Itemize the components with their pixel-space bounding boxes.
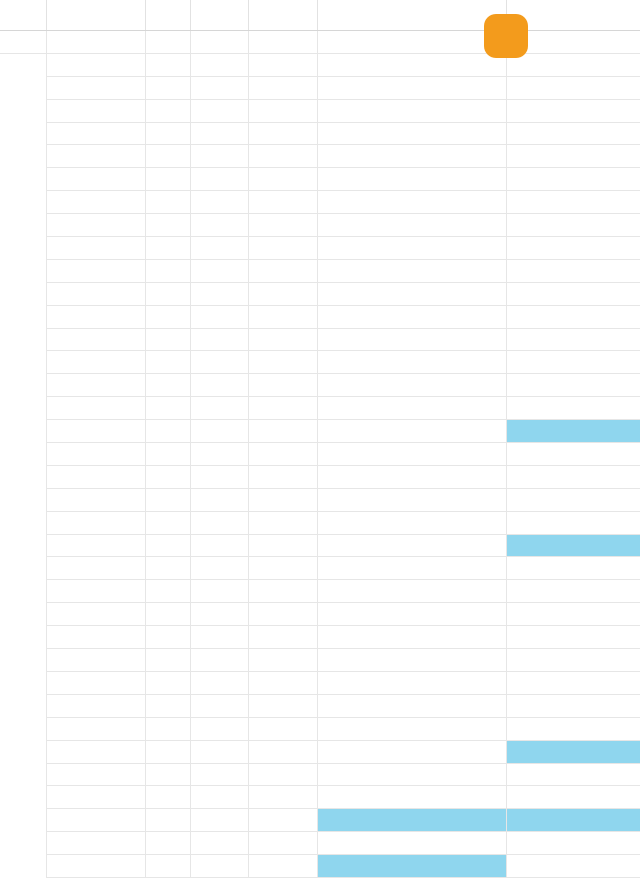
name-cell — [46, 76, 145, 99]
name-cell — [46, 740, 145, 763]
condition-cell — [190, 832, 248, 855]
table-row — [0, 534, 640, 557]
header-condition — [190, 0, 248, 31]
reward-cell — [317, 649, 506, 672]
condition-cell — [190, 443, 248, 466]
note-cell — [506, 191, 640, 214]
note-cell — [506, 763, 640, 786]
condition-cell — [190, 351, 248, 374]
condition-cell — [190, 420, 248, 443]
condition-cell — [190, 99, 248, 122]
table-row — [0, 557, 640, 580]
age-cell — [145, 328, 190, 351]
header-prefix — [0, 0, 46, 31]
condition-cell — [190, 305, 248, 328]
name-cell — [46, 534, 145, 557]
condition-cell — [190, 122, 248, 145]
condition-cell — [190, 671, 248, 694]
prefix-cell — [0, 31, 46, 54]
name-cell — [46, 351, 145, 374]
note-cell — [506, 237, 640, 260]
reward-cell — [317, 717, 506, 740]
name-cell — [46, 259, 145, 282]
type-cell — [248, 649, 317, 672]
prefix-cell — [0, 580, 46, 878]
note-cell — [506, 557, 640, 580]
table-row — [0, 740, 640, 763]
note-cell — [506, 786, 640, 809]
note-cell — [506, 305, 640, 328]
age-cell — [145, 305, 190, 328]
table-row — [0, 717, 640, 740]
name-cell — [46, 855, 145, 878]
type-cell — [248, 214, 317, 237]
note-cell — [506, 145, 640, 168]
type-cell — [248, 763, 317, 786]
table-row — [0, 694, 640, 717]
condition-cell — [190, 282, 248, 305]
type-cell — [248, 31, 317, 54]
type-cell — [248, 259, 317, 282]
name-cell — [46, 763, 145, 786]
header-type — [248, 0, 317, 31]
reward-cell — [317, 694, 506, 717]
condition-cell — [190, 145, 248, 168]
age-cell — [145, 76, 190, 99]
type-cell — [248, 191, 317, 214]
table-row — [0, 763, 640, 786]
name-cell — [46, 603, 145, 626]
condition-cell — [190, 191, 248, 214]
type-cell — [248, 717, 317, 740]
reward-cell — [317, 855, 506, 878]
table-row — [0, 328, 640, 351]
age-cell — [145, 214, 190, 237]
name-cell — [46, 694, 145, 717]
table-row — [0, 99, 640, 122]
type-cell — [248, 511, 317, 534]
header-name — [46, 0, 145, 31]
table-row — [0, 671, 640, 694]
reward-cell — [317, 31, 506, 54]
type-cell — [248, 99, 317, 122]
name-cell — [46, 580, 145, 603]
logo-icon — [484, 14, 528, 58]
reward-cell — [317, 534, 506, 557]
table-row — [0, 420, 640, 443]
note-cell — [506, 855, 640, 878]
reward-cell — [317, 259, 506, 282]
type-cell — [248, 740, 317, 763]
age-cell — [145, 534, 190, 557]
age-cell — [145, 671, 190, 694]
name-cell — [46, 145, 145, 168]
note-cell — [506, 122, 640, 145]
name-cell — [46, 282, 145, 305]
table-row — [0, 191, 640, 214]
note-cell — [506, 717, 640, 740]
condition-cell — [190, 374, 248, 397]
table-row — [0, 374, 640, 397]
type-cell — [248, 168, 317, 191]
table-row — [0, 237, 640, 260]
type-cell — [248, 397, 317, 420]
reward-cell — [317, 122, 506, 145]
note-cell — [506, 397, 640, 420]
table-row — [0, 832, 640, 855]
note-cell — [506, 465, 640, 488]
type-cell — [248, 534, 317, 557]
type-cell — [248, 557, 317, 580]
age-cell — [145, 511, 190, 534]
reward-cell — [317, 580, 506, 603]
prefix-cell — [0, 53, 46, 579]
type-cell — [248, 282, 317, 305]
note-cell — [506, 534, 640, 557]
name-cell — [46, 328, 145, 351]
condition-cell — [190, 809, 248, 832]
type-cell — [248, 351, 317, 374]
note-cell — [506, 168, 640, 191]
table-row — [0, 626, 640, 649]
reward-cell — [317, 374, 506, 397]
reward-cell — [317, 763, 506, 786]
name-cell — [46, 168, 145, 191]
name-cell — [46, 191, 145, 214]
table-row — [0, 465, 640, 488]
name-cell — [46, 671, 145, 694]
name-cell — [46, 626, 145, 649]
table-row — [0, 649, 640, 672]
age-cell — [145, 443, 190, 466]
type-cell — [248, 328, 317, 351]
table-row — [0, 282, 640, 305]
age-cell — [145, 191, 190, 214]
age-cell — [145, 717, 190, 740]
reward-cell — [317, 557, 506, 580]
age-cell — [145, 31, 190, 54]
type-cell — [248, 786, 317, 809]
table-row — [0, 397, 640, 420]
condition-cell — [190, 694, 248, 717]
name-cell — [46, 511, 145, 534]
reward-cell — [317, 305, 506, 328]
table-row — [0, 488, 640, 511]
name-cell — [46, 99, 145, 122]
type-cell — [248, 694, 317, 717]
condition-cell — [190, 168, 248, 191]
age-cell — [145, 855, 190, 878]
type-cell — [248, 626, 317, 649]
type-cell — [248, 603, 317, 626]
table-row — [0, 351, 640, 374]
reward-cell — [317, 443, 506, 466]
condition-cell — [190, 53, 248, 76]
name-cell — [46, 649, 145, 672]
name-cell — [46, 397, 145, 420]
age-cell — [145, 832, 190, 855]
type-cell — [248, 580, 317, 603]
type-cell — [248, 420, 317, 443]
table-row — [0, 443, 640, 466]
name-cell — [46, 443, 145, 466]
reward-cell — [317, 145, 506, 168]
type-cell — [248, 145, 317, 168]
condition-cell — [190, 534, 248, 557]
note-cell — [506, 443, 640, 466]
name-cell — [46, 717, 145, 740]
reward-cell — [317, 832, 506, 855]
reward-cell — [317, 603, 506, 626]
condition-cell — [190, 603, 248, 626]
name-cell — [46, 465, 145, 488]
type-cell — [248, 832, 317, 855]
age-cell — [145, 351, 190, 374]
name-cell — [46, 237, 145, 260]
reward-cell — [317, 740, 506, 763]
note-cell — [506, 488, 640, 511]
reward-cell — [317, 168, 506, 191]
type-cell — [248, 671, 317, 694]
reward-cell — [317, 351, 506, 374]
age-cell — [145, 557, 190, 580]
type-cell — [248, 443, 317, 466]
reward-cell — [317, 488, 506, 511]
condition-cell — [190, 649, 248, 672]
condition-cell — [190, 626, 248, 649]
age-cell — [145, 145, 190, 168]
note-cell — [506, 374, 640, 397]
condition-cell — [190, 31, 248, 54]
age-cell — [145, 122, 190, 145]
type-cell — [248, 305, 317, 328]
condition-cell — [190, 557, 248, 580]
table-row — [0, 122, 640, 145]
name-cell — [46, 305, 145, 328]
note-cell — [506, 214, 640, 237]
note-cell — [506, 832, 640, 855]
table-row — [0, 809, 640, 832]
type-cell — [248, 122, 317, 145]
type-cell — [248, 809, 317, 832]
age-cell — [145, 465, 190, 488]
reward-cell — [317, 786, 506, 809]
type-cell — [248, 237, 317, 260]
reward-cell — [317, 809, 506, 832]
condition-cell — [190, 717, 248, 740]
reward-cell — [317, 76, 506, 99]
note-cell — [506, 626, 640, 649]
note-cell — [506, 282, 640, 305]
reward-cell — [317, 671, 506, 694]
age-cell — [145, 374, 190, 397]
note-cell — [506, 671, 640, 694]
table-row — [0, 214, 640, 237]
reward-cell — [317, 191, 506, 214]
reward-cell — [317, 420, 506, 443]
header-age — [145, 0, 190, 31]
type-cell — [248, 465, 317, 488]
name-cell — [46, 488, 145, 511]
condition-cell — [190, 397, 248, 420]
name-cell — [46, 809, 145, 832]
table-row — [0, 168, 640, 191]
table-row — [0, 305, 640, 328]
condition-cell — [190, 740, 248, 763]
table-row — [0, 580, 640, 603]
age-cell — [145, 488, 190, 511]
name-cell — [46, 122, 145, 145]
age-cell — [145, 99, 190, 122]
age-cell — [145, 420, 190, 443]
table-row — [0, 786, 640, 809]
note-cell — [506, 580, 640, 603]
reward-cell — [317, 511, 506, 534]
table-row — [0, 145, 640, 168]
note-cell — [506, 351, 640, 374]
type-cell — [248, 488, 317, 511]
watermark-logo — [482, 2, 634, 92]
age-cell — [145, 626, 190, 649]
type-cell — [248, 53, 317, 76]
reward-cell — [317, 397, 506, 420]
note-cell — [506, 694, 640, 717]
type-cell — [248, 76, 317, 99]
reward-cell — [317, 465, 506, 488]
reward-cell — [317, 282, 506, 305]
age-cell — [145, 694, 190, 717]
age-cell — [145, 740, 190, 763]
header-reward — [317, 0, 506, 31]
age-cell — [145, 786, 190, 809]
name-cell — [46, 557, 145, 580]
condition-cell — [190, 855, 248, 878]
name-cell — [46, 374, 145, 397]
age-cell — [145, 763, 190, 786]
condition-cell — [190, 511, 248, 534]
condition-cell — [190, 488, 248, 511]
age-cell — [145, 53, 190, 76]
table-row — [0, 259, 640, 282]
condition-cell — [190, 580, 248, 603]
name-cell — [46, 832, 145, 855]
table-row — [0, 511, 640, 534]
age-cell — [145, 397, 190, 420]
name-cell — [46, 420, 145, 443]
condition-cell — [190, 763, 248, 786]
note-cell — [506, 603, 640, 626]
age-cell — [145, 809, 190, 832]
age-cell — [145, 603, 190, 626]
condition-cell — [190, 786, 248, 809]
note-cell — [506, 649, 640, 672]
table-row — [0, 603, 640, 626]
reward-cell — [317, 214, 506, 237]
name-cell — [46, 53, 145, 76]
note-cell — [506, 259, 640, 282]
age-cell — [145, 168, 190, 191]
note-cell — [506, 511, 640, 534]
condition-cell — [190, 214, 248, 237]
condition-cell — [190, 328, 248, 351]
name-cell — [46, 31, 145, 54]
condition-cell — [190, 465, 248, 488]
condition-cell — [190, 237, 248, 260]
reward-cell — [317, 53, 506, 76]
name-cell — [46, 786, 145, 809]
age-cell — [145, 237, 190, 260]
reward-cell — [317, 626, 506, 649]
note-cell — [506, 328, 640, 351]
type-cell — [248, 374, 317, 397]
note-cell — [506, 740, 640, 763]
note-cell — [506, 420, 640, 443]
table-row — [0, 855, 640, 878]
age-cell — [145, 649, 190, 672]
reward-cell — [317, 328, 506, 351]
name-cell — [46, 214, 145, 237]
note-cell — [506, 809, 640, 832]
reward-cell — [317, 99, 506, 122]
note-cell — [506, 99, 640, 122]
age-cell — [145, 580, 190, 603]
reward-cell — [317, 237, 506, 260]
condition-cell — [190, 259, 248, 282]
age-cell — [145, 259, 190, 282]
type-cell — [248, 855, 317, 878]
age-cell — [145, 282, 190, 305]
condition-cell — [190, 76, 248, 99]
